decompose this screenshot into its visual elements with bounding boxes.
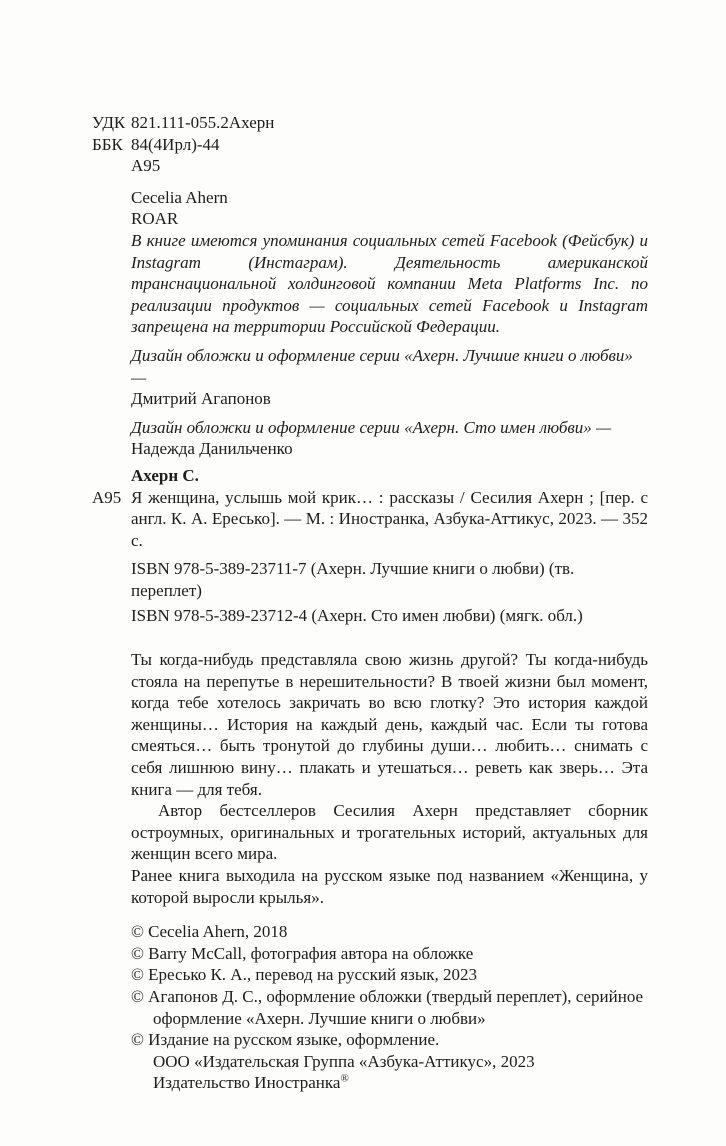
copyright-line: © Агапонов Д. С., оформление обложки (твердый переплет), серийное оформление «Ахерн. Лучшие книги о любви» — [131, 986, 644, 1028]
annotation-block — [131, 649, 648, 865]
bbk-row — [92, 134, 648, 156]
udc-value: 821.111-055.2Ахерн — [131, 113, 275, 132]
cover-credit-1-role: Дизайн обложки и оформление серии «Ахерн. Лучшие книги о любви» — — [131, 345, 633, 387]
isbn-hardcover: ISBN 978-5-389-23711-7 (Ахерн. Лучшие книги о любви) (тв. переплет) — [131, 559, 575, 600]
cover-credit-1-name: Дмитрий Агапонов — [131, 389, 271, 409]
classification-block — [92, 112, 648, 177]
registered-trademark-mark: ® — [340, 1072, 349, 1085]
publisher-group-line: ООО «Издательская Группа «Азбука-Аттикус», 2023 — [153, 1051, 535, 1071]
copyright-line: © Barry McCall, фотография автора на обложке — [131, 943, 474, 963]
catalog-author: Ахерн С. — [131, 465, 199, 485]
cover-credit-2-role: Дизайн обложки и оформление серии «Ахерн. Сто имен любви» — — [131, 417, 612, 437]
catalog-block — [92, 465, 648, 627]
publisher-imprint-name: Издательство Иностранка — [153, 1073, 341, 1093]
publisher-imprint-line — [131, 1072, 648, 1094]
author-code: А95 — [131, 156, 161, 176]
bbk-label: ББК — [92, 134, 123, 154]
isbn-paperback: ISBN 978-5-389-23712-4 (Ахерн. Сто имен любви) (мягк. обл.) — [131, 606, 583, 626]
legal-notice: В книге имеются упоминания социальных сетей Facebook (Фейсбук) и Instagram (Инстаграм). Деятельность американской транснациональной холдинговой компании Meta Platforms Inc. по реализации продуктов — социальных сетей Facebook и Instagram запрещена на территории Российской Федерации. — [131, 230, 648, 337]
catalog-code: А95 — [92, 487, 122, 507]
udc-row — [92, 112, 648, 134]
udc-label: УДК — [92, 113, 126, 132]
cover-credit-2 — [131, 417, 648, 460]
catalog-entry-row — [92, 487, 648, 552]
original-author: Cecelia Ahern — [131, 187, 228, 207]
bbk-value: 84(4Ирл)-44 — [131, 134, 220, 154]
annotation-paragraph-1: Ты когда-нибудь представляла свою жизнь другой? Ты когда-нибудь стояла на перепутье в нерешительности? В твоей жизни был момент, когда тебе хотелось закричать во всю глотку? Это история каждой женщины… История на каждый день, каждый час. Если ты готова смеяться… быть тронутой до глубины души… любить… снимать с себя лишнюю вину… плакать и утешаться… реветь как зверь… Эта книга — для тебя. — [131, 650, 648, 799]
cover-credit-2-name: Надежда Данильченко — [131, 439, 293, 459]
original-title: ROAR — [131, 209, 179, 229]
copyright-line: © Cecelia Ahern, 2018 — [131, 922, 288, 942]
copyright-line: © Издание на русском языке, оформление. — [131, 1030, 440, 1050]
original-edition-block — [131, 187, 648, 230]
copyright-block — [131, 921, 648, 1094]
catalog-entry: Я женщина, услышь мой крик… : рассказы / Сесилия Ахерн ; [пер. с англ. К. А. Ересько]. — М. : Иностранка, Азбука-Аттикус, 2023. — 352 с. — [131, 487, 648, 550]
previous-edition-note: Ранее книга выходила на русском языке под названием «Женщина, у которой выросли крылья». — [131, 866, 648, 907]
annotation-paragraph-2: Автор бестселлеров Сесилия Ахерн представляет сборник остроумных, оригинальных и трогательных историй, актуальных для женщин всего мира. — [131, 801, 648, 864]
copyright-line: © Ересько К. А., перевод на русский язык, 2023 — [131, 965, 478, 985]
cover-credit-1 — [131, 345, 648, 410]
